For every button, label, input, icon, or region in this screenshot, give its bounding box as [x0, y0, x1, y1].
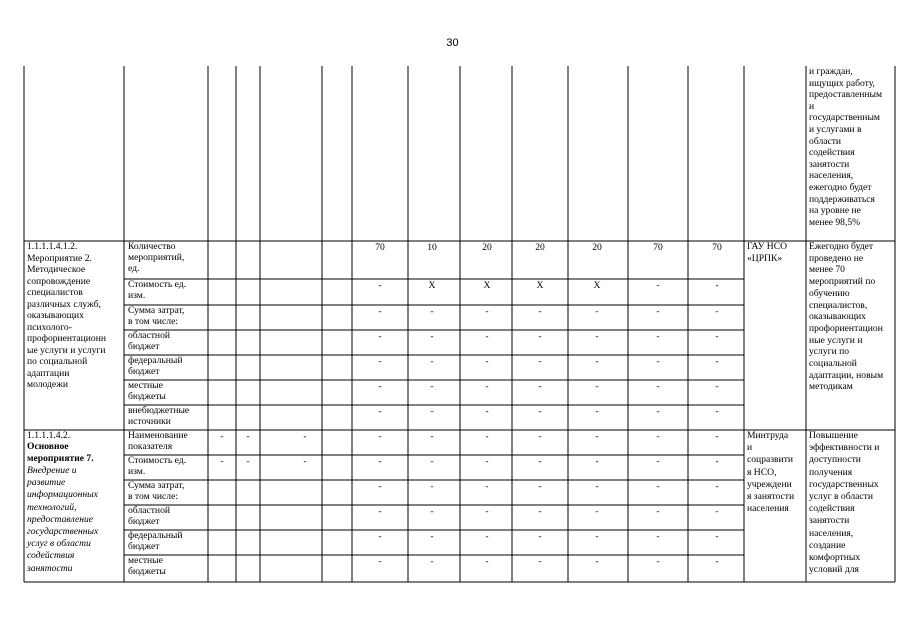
carryover-result-line: и услугами в	[809, 124, 862, 135]
indicator-value: -	[656, 331, 660, 342]
indicator-value: 20	[592, 242, 602, 253]
carryover-result-line: содействия	[809, 147, 855, 159]
carryover-result-line: ежегодно будет	[809, 182, 872, 193]
expected-result-line: обучению	[809, 287, 850, 299]
indicator-value: X	[593, 280, 601, 291]
indicator-label: внебюджетные	[128, 405, 190, 416]
indicator-value: -	[595, 481, 599, 492]
indicator-value: X	[536, 280, 544, 291]
indicator-value: 10	[427, 242, 437, 253]
indicator-value: -	[378, 406, 382, 417]
indicator-value: -	[485, 406, 489, 417]
indicator-value: X	[483, 280, 491, 291]
indicator-value: -	[656, 506, 660, 517]
activity-description-line: психолого-	[27, 321, 72, 333]
carryover-result-line: государственным	[809, 112, 880, 124]
indicator-value: -	[485, 306, 489, 317]
indicator-label: местные	[128, 380, 163, 391]
activity-title-italic: государственных	[27, 526, 99, 537]
indicator-value: X	[428, 280, 436, 291]
indicator-value: -	[485, 456, 489, 467]
indicator-label: областной	[128, 330, 171, 341]
carryover-result-line: и	[809, 100, 815, 112]
expected-result-line: доступности	[809, 454, 861, 466]
indicator-value: -	[715, 356, 719, 367]
indicator-label: источники	[128, 416, 171, 427]
executor-line: населения	[747, 503, 789, 515]
expected-result-line: ные услуги и	[809, 334, 863, 346]
expected-result-line: комфортных	[809, 552, 861, 563]
indicator-value: -	[378, 556, 382, 567]
activity-description-line: различных служб,	[27, 298, 101, 310]
indicator-value: -	[378, 481, 382, 492]
indicator-value: -	[538, 381, 542, 392]
executor-line: соцразвити	[747, 454, 794, 466]
indicator-value: -	[656, 306, 660, 317]
indicator-value: -	[378, 506, 382, 517]
carryover-result-line: предоставленным	[809, 89, 883, 101]
executor-line: «ЦРПК»	[747, 252, 783, 264]
indicator-value: -	[538, 456, 542, 467]
indicator-value: -	[538, 306, 542, 317]
indicator-label: областной	[128, 505, 171, 516]
indicator-value: -	[538, 406, 542, 417]
indicator-value: -	[595, 306, 599, 317]
indicator-value: -	[538, 506, 542, 517]
activity-title-italic: содействия	[27, 550, 75, 562]
indicator-label: мероприятий,	[128, 252, 185, 263]
expected-result-line: государственных	[809, 478, 879, 490]
expected-result-line: получения	[809, 466, 853, 478]
indicator-label: изм.	[128, 466, 146, 477]
indicator-value: -	[430, 331, 434, 342]
activity-description-line: по социальной	[27, 356, 88, 367]
activity-description-line: Методическое	[27, 264, 86, 275]
indicator-value: -	[595, 381, 599, 392]
activity-description-line: 1.1.1.1.4.1.2.	[27, 241, 78, 252]
carryover-result-line: занятости	[809, 158, 850, 170]
activity-title-italic: Внедрение и	[27, 465, 77, 476]
indicator-value: -	[538, 556, 542, 567]
expected-result-line: проведено не	[809, 252, 864, 264]
indicator-value: -	[595, 431, 599, 442]
executor-line: и	[747, 442, 753, 454]
activity-code: 1.1.1.1.4.2.	[27, 430, 71, 441]
indicator-value: -	[595, 556, 599, 567]
indicator-value: -	[378, 331, 382, 342]
indicator-label: Стоимость ед.	[128, 455, 187, 466]
expected-result-line: занятости	[809, 515, 850, 527]
indicator-value: -	[715, 431, 719, 442]
indicator-value: -	[715, 506, 719, 517]
expected-result-line: адаптации, новым	[809, 369, 884, 381]
indicator-value: -	[656, 381, 660, 392]
indicator-value: -	[595, 356, 599, 367]
activity-title-bold: мероприятие 7.	[27, 452, 94, 464]
expected-result-line: специалистов,	[809, 299, 868, 311]
page-number: 30	[446, 37, 459, 49]
indicator-value: -	[430, 481, 434, 492]
expected-result-line: Ежегодно будет	[809, 241, 874, 252]
expected-result-line: социальной	[809, 358, 857, 369]
indicator-label: Сумма затрат,	[128, 480, 185, 491]
executor-line: учреждени	[747, 478, 792, 490]
indicator-label: бюджет	[128, 366, 160, 377]
carryover-result-line: населения,	[809, 170, 854, 182]
indicator-value: -	[378, 381, 382, 392]
indicator-value: -	[715, 331, 719, 342]
indicator-value: -	[430, 356, 434, 367]
indicator-value: -	[656, 406, 660, 417]
indicator-value: -	[430, 406, 434, 417]
activity-title-italic: технологий,	[27, 501, 77, 513]
indicator-value: -	[538, 431, 542, 442]
indicator-value: -	[715, 456, 719, 467]
indicator-value: -	[485, 556, 489, 567]
indicator-label: федеральный	[128, 355, 183, 366]
indicator-value: -	[303, 431, 307, 442]
indicator-value: -	[246, 456, 250, 467]
indicator-value: -	[656, 531, 660, 542]
activity-description-line: Мероприятие 2.	[27, 252, 92, 264]
indicator-value: -	[595, 406, 599, 417]
indicator-label: бюджет	[128, 516, 160, 527]
indicator-label: ед.	[128, 263, 140, 274]
indicator-value: -	[378, 531, 382, 542]
executor-line: я занятости	[747, 491, 795, 502]
indicator-value: -	[538, 481, 542, 492]
indicator-value: -	[430, 431, 434, 442]
indicator-value: -	[538, 356, 542, 367]
indicator-value: -	[220, 431, 224, 442]
expected-result-line: менее 70	[809, 264, 845, 276]
indicator-value: -	[538, 531, 542, 542]
indicator-label: Сумма затрат,	[128, 305, 185, 316]
indicator-value: -	[430, 531, 434, 542]
expected-result-line: услуги по	[809, 346, 850, 358]
indicator-label: Наименование	[128, 430, 188, 441]
indicator-value: -	[378, 431, 382, 442]
expected-result-line: услуг в области	[809, 491, 873, 502]
expected-result-line: методикам	[809, 381, 853, 393]
indicator-label: изм.	[128, 290, 146, 301]
activity-description-line: сопровождение	[27, 275, 91, 287]
indicator-value: -	[656, 556, 660, 567]
executor-line: Минтруда	[747, 430, 789, 441]
indicator-value: -	[430, 556, 434, 567]
indicator-value: -	[378, 280, 382, 291]
indicator-value: -	[378, 456, 382, 467]
indicator-value: -	[485, 431, 489, 442]
indicator-label: Стоимость ед.	[128, 279, 187, 290]
indicator-value: -	[485, 331, 489, 342]
indicator-label: в том числе:	[128, 491, 179, 502]
indicator-value: 20	[535, 242, 545, 253]
indicator-value: -	[430, 506, 434, 517]
activity-title-italic: услуг в области	[27, 538, 91, 550]
indicator-value: -	[303, 456, 307, 467]
indicator-value: -	[538, 331, 542, 342]
indicator-label: бюджет	[128, 541, 160, 552]
activity-description-line: молодежи	[27, 379, 68, 390]
indicator-value: -	[485, 356, 489, 367]
indicator-value: -	[485, 381, 489, 392]
indicator-value: -	[715, 280, 719, 291]
indicator-value: -	[378, 356, 382, 367]
carryover-result-line: и граждан,	[809, 66, 853, 77]
indicator-value: 70	[712, 242, 722, 253]
indicator-label: бюджет	[128, 341, 160, 352]
expected-result-line: создание	[809, 539, 846, 551]
indicator-value: -	[378, 306, 382, 317]
indicator-value: -	[595, 531, 599, 542]
activity-title-italic: занятости	[27, 562, 73, 574]
expected-result-line: содействия	[809, 503, 855, 515]
indicator-value: -	[485, 531, 489, 542]
indicator-value: -	[430, 456, 434, 467]
indicator-label: федеральный	[128, 530, 183, 541]
activity-description-line: оказывающих	[27, 310, 84, 321]
expected-result-line: Повышение	[809, 430, 858, 441]
expected-result-line: эффективности и	[809, 442, 880, 454]
carryover-result-line: ищущих работу,	[809, 77, 875, 89]
indicator-value: -	[715, 531, 719, 542]
indicator-value: 20	[482, 242, 492, 253]
indicator-value: -	[656, 356, 660, 367]
carryover-result-line: поддерживаться	[809, 193, 875, 205]
activity-description-line: ые услуги и услуги	[27, 344, 106, 356]
indicator-value: -	[656, 456, 660, 467]
indicator-value: -	[715, 306, 719, 317]
activity-title-italic: информационных	[27, 489, 98, 501]
carryover-result-line: области	[809, 135, 842, 147]
expected-result-line: мероприятий по	[809, 276, 876, 288]
activity-description-line: профориентационн	[27, 333, 106, 344]
expected-result-line: профориентацион	[809, 322, 883, 334]
indicator-label: показателя	[128, 441, 173, 452]
indicator-label: бюджеты	[128, 391, 166, 402]
indicator-value: -	[485, 506, 489, 517]
activity-description-line: специалистов	[27, 287, 83, 298]
activity-description-line: адаптации	[27, 367, 70, 379]
indicator-label: местные	[128, 555, 163, 566]
indicator-value: -	[715, 406, 719, 417]
indicator-value: -	[430, 306, 434, 317]
executor-line: я НСО,	[747, 466, 777, 478]
expected-result-line: условий для	[809, 564, 859, 576]
indicator-value: 70	[375, 242, 385, 253]
expected-result-line: оказывающих	[809, 311, 866, 323]
indicator-value: -	[656, 481, 660, 492]
executor-line: ГАУ НСО	[747, 241, 788, 252]
carryover-result-line: менее 98,5%	[809, 216, 861, 228]
indicator-value: -	[656, 280, 660, 291]
carryover-result-line: на уровне не	[809, 205, 861, 217]
indicator-value: -	[430, 381, 434, 392]
indicator-label: бюджеты	[128, 566, 166, 577]
indicator-value: 70	[653, 242, 663, 253]
indicator-label: Количество	[128, 241, 176, 252]
activity-title-bold: Основное	[27, 441, 69, 452]
indicator-label: в том числе:	[128, 316, 179, 327]
indicator-value: -	[246, 431, 250, 442]
indicator-value: -	[715, 481, 719, 492]
activity-title-italic: предоставление	[27, 513, 94, 525]
indicator-value: -	[715, 381, 719, 392]
indicator-value: -	[715, 556, 719, 567]
indicator-value: -	[595, 456, 599, 467]
activity-title-italic: развитие	[27, 477, 66, 489]
indicator-value: -	[595, 506, 599, 517]
expected-result-line: населения,	[809, 527, 854, 539]
indicator-value: -	[485, 481, 489, 492]
indicator-value: -	[595, 331, 599, 342]
indicator-value: -	[656, 431, 660, 442]
indicator-value: -	[220, 456, 224, 467]
